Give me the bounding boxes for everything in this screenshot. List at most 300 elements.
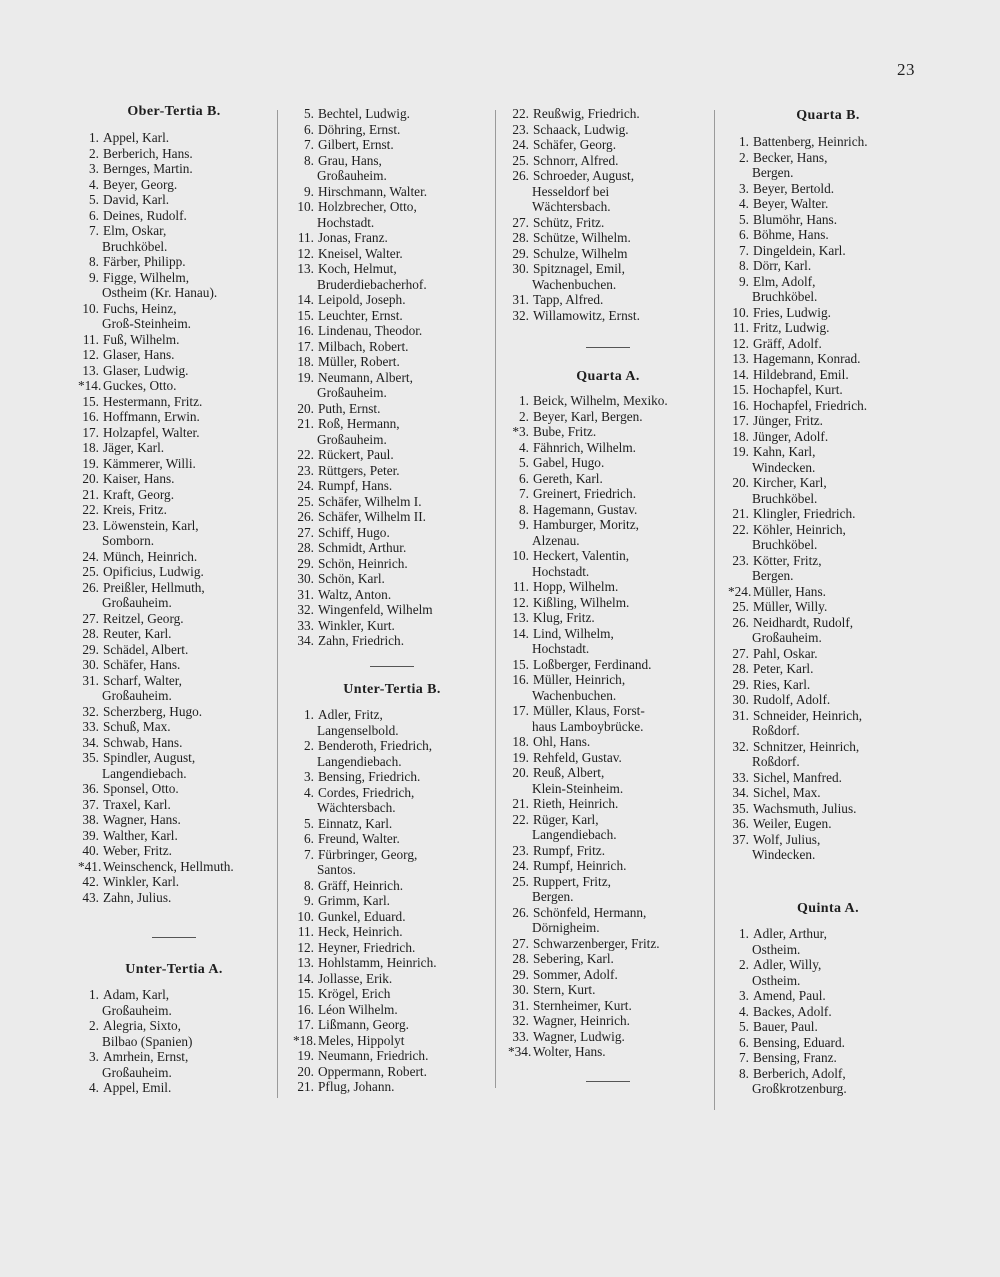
- entry-location: Großauheim.: [102, 1064, 172, 1080]
- entry-name: Neidhardt, Rudolf,: [753, 614, 854, 630]
- entry-number: 3.: [304, 769, 314, 784]
- entry-number: 4.: [89, 1080, 99, 1095]
- column-divider: [495, 110, 496, 1088]
- list-item: [508, 471, 708, 487]
- list-item: [293, 878, 491, 894]
- list-item: [78, 719, 270, 735]
- entry-name: Wachsmuth, Julius.: [753, 800, 857, 816]
- entry-name: Heck, Heinrich.: [318, 924, 403, 939]
- list-item: [728, 320, 928, 336]
- list-item: [728, 444, 928, 475]
- list-item: [78, 611, 270, 627]
- list-item: [78, 223, 270, 254]
- entry-number: 23.: [82, 517, 99, 533]
- entry-number: 4.: [739, 196, 749, 211]
- entry-number: 10.: [297, 908, 314, 924]
- entry-name: Guckes, Otto.: [103, 378, 177, 393]
- entry-name: Wolter, Hans.: [533, 1044, 606, 1059]
- list-item: [78, 394, 270, 410]
- entry-number: 1.: [89, 987, 99, 1002]
- list-item: [78, 843, 270, 859]
- list-item: [728, 398, 928, 414]
- entry-number: 22.: [512, 811, 529, 827]
- entry-number: 12.: [512, 594, 529, 610]
- entry-location: Hochstadt.: [317, 214, 375, 230]
- entry-name: Schäfer, Wilhelm II.: [318, 509, 426, 524]
- entry-name: Fürbringer, Georg,: [318, 846, 418, 862]
- entry-number: 24.: [82, 548, 99, 564]
- list-item: [508, 137, 708, 153]
- entry-number: 37.: [82, 796, 99, 812]
- section-heading: Unter-Tertia B.: [343, 682, 441, 697]
- list-item: [293, 847, 491, 878]
- entry-name: Sponsel, Otto.: [103, 781, 179, 796]
- entry-name: Fähnrich, Wilhelm.: [533, 439, 636, 455]
- entry-name: Dingeldein, Karl.: [753, 242, 846, 258]
- list-item: [728, 274, 928, 305]
- list-item: [508, 261, 708, 292]
- entry-name: Weinschenck, Hellmuth.: [103, 858, 234, 874]
- entry-name: Beyer, Bertold.: [753, 180, 835, 196]
- entry-name: Scherzberg, Hugo.: [103, 703, 203, 719]
- entry-name: Cordes, Friedrich,: [318, 784, 415, 800]
- entry-number: 31.: [732, 707, 749, 723]
- list-item: [78, 828, 270, 844]
- entry-name: Léon Wilhelm.: [318, 1001, 398, 1017]
- list-item: [728, 926, 928, 957]
- entry-name: Hohlstamm, Heinrich.: [318, 955, 437, 970]
- entry-name: Deines, Rudolf.: [103, 207, 187, 223]
- entry-name: Spitznagel, Emil,: [533, 261, 625, 276]
- entry-number: 25.: [297, 493, 314, 509]
- entry-number: 27.: [512, 935, 529, 951]
- entry-name: Adler, Fritz,: [318, 707, 383, 722]
- list-item: [508, 657, 708, 673]
- entry-name: Elm, Oskar,: [103, 223, 167, 238]
- entry-number: 6.: [739, 1034, 749, 1050]
- entry-number: 29.: [82, 641, 99, 657]
- entry-number: 8.: [739, 1065, 749, 1081]
- entry-name: Adler, Arthur,: [753, 926, 827, 941]
- list-item: [508, 765, 708, 796]
- list-item: [78, 657, 270, 673]
- entry-location: Wächtersbach.: [532, 199, 611, 214]
- list-item: [78, 161, 270, 177]
- list-item: [508, 215, 708, 231]
- entry-number: 24.: [297, 478, 314, 493]
- entry-number: 15.: [732, 382, 749, 397]
- entry-number: 12.: [732, 335, 749, 351]
- list-item: [78, 425, 270, 441]
- entry-number: 32.: [512, 307, 529, 323]
- entry-number: *41.: [78, 858, 102, 874]
- entry-number: 6.: [89, 207, 99, 223]
- list-item: [78, 208, 270, 224]
- list-item: [293, 1048, 491, 1064]
- entry-name: Bube, Fritz.: [533, 424, 597, 439]
- entry-number: 8.: [519, 501, 529, 517]
- list-item: [78, 564, 270, 580]
- entry-location: Bruchköbel.: [102, 238, 168, 254]
- entry-location: Großauheim.: [317, 168, 387, 183]
- list-item: [78, 1080, 270, 1096]
- list-item: [728, 1004, 928, 1020]
- entry-location: Ostheim (Kr. Hanau).: [102, 285, 218, 300]
- list-item: [508, 308, 708, 324]
- entry-number: 29.: [297, 555, 314, 571]
- list-item: [293, 122, 491, 138]
- entry-name: Holzbrecher, Otto,: [318, 199, 417, 214]
- entry-name: Rüger, Karl,: [533, 811, 599, 827]
- entry-number: 12.: [297, 939, 314, 955]
- entry-name: Berberich, Hans.: [103, 145, 193, 161]
- entry-name: Schütz, Fritz.: [533, 214, 605, 230]
- entry-name: Leuchter, Ernst.: [318, 307, 403, 323]
- list-item: [508, 230, 708, 246]
- entry-name: Hopp, Wilhelm.: [533, 579, 619, 594]
- entry-number: 6.: [739, 227, 749, 242]
- list-item: [293, 556, 491, 572]
- entry-name: Gabel, Hugo.: [533, 455, 605, 470]
- list-item: [293, 955, 491, 971]
- entry-name: Peter, Karl.: [753, 661, 814, 676]
- entry-number: 35.: [82, 750, 99, 765]
- list-item: [78, 332, 270, 348]
- entry-name: Schwarzenberger, Fritz.: [533, 935, 660, 951]
- entry-name: Heckert, Valentin,: [533, 548, 630, 563]
- entry-number: 22.: [297, 447, 314, 462]
- list-item: [293, 339, 491, 355]
- entry-number: 2.: [519, 408, 529, 424]
- entry-number: 29.: [512, 245, 529, 261]
- section-heading: Quinta A.: [797, 901, 859, 916]
- entry-number: 36.: [732, 816, 749, 831]
- entry-number: 9.: [304, 183, 314, 199]
- list-item: [508, 750, 708, 766]
- entry-number: 6.: [519, 470, 529, 486]
- entry-name: Ohl, Hans.: [533, 734, 591, 749]
- list-item: [728, 522, 928, 553]
- entry-name: Jünger, Adolf.: [753, 428, 829, 444]
- list-item: [293, 618, 491, 634]
- entry-number: 1.: [89, 130, 99, 145]
- list-item: [508, 548, 708, 579]
- entry-name: Löwenstein, Karl,: [103, 517, 199, 533]
- entry-name: Greinert, Friedrich.: [533, 486, 637, 501]
- entry-number: 39.: [82, 827, 99, 843]
- entry-number: 21.: [82, 486, 99, 502]
- list-item: [78, 750, 270, 781]
- entry-number: 9.: [304, 893, 314, 908]
- list-item: [293, 602, 491, 618]
- entry-number: 6.: [304, 831, 314, 846]
- entry-number: 20.: [82, 471, 99, 486]
- list-item: [508, 246, 708, 262]
- entry-number: 3.: [89, 161, 99, 176]
- entry-number: 34.: [732, 785, 749, 800]
- entry-name: Kötter, Fritz,: [753, 552, 822, 568]
- entry-number: 7.: [304, 846, 314, 862]
- entry-name: Lißmann, Georg.: [318, 1017, 409, 1032]
- entry-location: Bruchköbel.: [752, 537, 818, 552]
- list-item: [728, 739, 928, 770]
- list-item: [78, 456, 270, 472]
- entry-number: 17.: [82, 424, 99, 440]
- entry-name: Waltz, Anton.: [318, 586, 392, 602]
- list-item: [728, 816, 928, 832]
- entry-number: 26.: [512, 168, 529, 183]
- entry-name: Adam, Karl,: [103, 987, 170, 1002]
- entry-name: Schön, Karl.: [318, 571, 385, 586]
- entry-number: 18.: [732, 428, 749, 444]
- entry-name: Willamowitz, Ernst.: [533, 307, 640, 323]
- entry-number: 11.: [732, 320, 749, 335]
- entry-name: Neumann, Friedrich.: [318, 1048, 429, 1063]
- entry-number: 30.: [512, 261, 529, 276]
- list-item: [728, 692, 928, 708]
- entry-number: 18.: [297, 354, 314, 369]
- entry-number: 1.: [304, 707, 314, 722]
- list-item: [728, 708, 928, 739]
- entry-name: Müller, Robert.: [318, 354, 400, 369]
- entry-number: 5.: [304, 106, 314, 121]
- entry-name: Schütze, Wilhelm.: [533, 230, 631, 245]
- list-item: [508, 486, 708, 502]
- list-item: [293, 261, 491, 292]
- entry-name: Kneisel, Walter.: [318, 245, 403, 261]
- entry-number: 7.: [89, 223, 99, 238]
- entry-location: Langenselbold.: [317, 722, 399, 738]
- list-item: [78, 874, 270, 890]
- list-item: [728, 212, 928, 228]
- entry-name: Traxel, Karl.: [103, 796, 171, 812]
- entry-name: Schäfer, Hans.: [103, 657, 181, 672]
- list-item: [728, 305, 928, 321]
- entry-name: Wagner, Hans.: [103, 812, 181, 827]
- entry-name: Grimm, Karl.: [318, 893, 391, 908]
- entry-name: Kreis, Fritz.: [103, 502, 167, 517]
- entry-name: Gereth, Karl.: [533, 470, 603, 486]
- entry-location: Großauheim.: [317, 385, 387, 400]
- list-item: [508, 409, 708, 425]
- list-item: [508, 292, 708, 308]
- entry-number: 31.: [512, 997, 529, 1013]
- list-item: [508, 1029, 708, 1045]
- list-item: [78, 254, 270, 270]
- list-item: [508, 951, 708, 967]
- entry-name: Rudolf, Adolf.: [753, 692, 831, 707]
- entry-name: Rumpf, Fritz.: [533, 842, 606, 858]
- entry-name: Spindler, August,: [103, 750, 196, 765]
- list-item: [293, 354, 491, 370]
- entry-name: Färber, Philipp.: [103, 254, 186, 269]
- entry-name: Hagemann, Gustav.: [533, 501, 638, 517]
- page-number: 23: [897, 60, 915, 79]
- list-item: [508, 905, 708, 936]
- entry-name: Hestermann, Fritz.: [103, 393, 203, 409]
- entry-name: Kraft, Georg.: [103, 486, 175, 502]
- list-item: [293, 1017, 491, 1033]
- entry-number: 27.: [512, 214, 529, 230]
- list-item: [728, 801, 928, 817]
- entry-name: Reitzel, Georg.: [103, 610, 184, 626]
- list-item: [728, 770, 928, 786]
- entry-number: 32.: [82, 703, 99, 719]
- entry-name: Becker, Hans,: [753, 149, 828, 165]
- entry-number: 27.: [82, 610, 99, 626]
- list-item: [78, 378, 270, 394]
- entry-name: Benderoth, Friedrich,: [318, 738, 433, 753]
- list-item: [508, 672, 708, 703]
- entry-number: 30.: [82, 657, 99, 672]
- list-item: [728, 646, 928, 662]
- list-item: [508, 703, 708, 734]
- entry-name: Appel, Karl.: [103, 130, 170, 145]
- entry-name: Sichel, Manfred.: [753, 769, 842, 785]
- entry-number: 2.: [89, 1018, 99, 1033]
- entry-number: 10.: [82, 300, 99, 316]
- entry-name: Rüttgers, Peter.: [318, 462, 400, 478]
- entry-number: 15.: [297, 307, 314, 323]
- list-item: [293, 509, 491, 525]
- entry-number: 8.: [739, 258, 749, 273]
- entry-number: 16.: [82, 409, 99, 424]
- entry-number: 34.: [297, 633, 314, 648]
- entry-number: 30.: [297, 571, 314, 586]
- list-item: [293, 893, 491, 909]
- entry-number: 18.: [82, 440, 99, 455]
- entry-number: 13.: [732, 351, 749, 366]
- list-item: [728, 584, 928, 600]
- entry-location: Großauheim.: [752, 630, 822, 645]
- list-item: [78, 177, 270, 193]
- entry-number: 38.: [82, 812, 99, 827]
- entry-location: Bergen.: [752, 165, 794, 180]
- entry-number: 15.: [512, 656, 529, 672]
- section-separator: [152, 937, 196, 938]
- entry-name: Schroeder, August,: [533, 168, 635, 183]
- entry-number: 19.: [82, 455, 99, 471]
- entry-name: Gilbert, Ernst.: [318, 137, 394, 152]
- entry-name: Schwab, Hans.: [103, 734, 183, 750]
- list-item: [78, 130, 270, 146]
- entry-number: 10.: [512, 548, 529, 563]
- entry-location: Hochstadt.: [532, 563, 590, 579]
- entry-number: 2.: [739, 957, 749, 972]
- entry-name: Zahn, Julius.: [103, 889, 172, 905]
- column-divider: [714, 110, 715, 1110]
- entry-name: Hamburger, Moritz,: [533, 517, 639, 532]
- section-heading: Quarta A.: [576, 369, 640, 384]
- list-item: [508, 610, 708, 626]
- list-item: [78, 549, 270, 565]
- entry-location: Großauheim.: [102, 688, 172, 703]
- entry-name: Hochapfel, Kurt.: [753, 382, 843, 397]
- entry-name: Sebering, Karl.: [533, 951, 614, 966]
- entry-location: Großkrotzenburg.: [752, 1081, 847, 1096]
- entry-number: 33.: [297, 617, 314, 633]
- entry-number: 17.: [512, 703, 529, 718]
- entry-number: 5.: [739, 1019, 749, 1034]
- entry-name: Schaack, Ludwig.: [533, 121, 629, 137]
- list-item: [293, 785, 491, 816]
- entry-name: Reuß, Albert,: [533, 765, 605, 780]
- list-item: [293, 986, 491, 1002]
- list-item: [728, 1050, 928, 1066]
- list-item: [508, 812, 708, 843]
- entry-number: 21.: [297, 1079, 314, 1094]
- entry-location: Wachenbuchen.: [532, 687, 617, 703]
- list-item: [293, 447, 491, 463]
- entry-number: 17.: [297, 1017, 314, 1032]
- entry-name: Tapp, Alfred.: [533, 292, 604, 307]
- list-item: [293, 463, 491, 479]
- entry-name: Schäfer, Georg.: [533, 137, 617, 152]
- entry-name: Müller, Klaus, Forst-: [533, 703, 645, 718]
- entry-name: Koch, Helmut,: [318, 261, 397, 276]
- entry-location: Santos.: [317, 862, 356, 877]
- entry-name: Adler, Willy,: [753, 957, 822, 972]
- entry-number: 33.: [732, 769, 749, 785]
- entry-name: Glaser, Hans.: [103, 347, 175, 362]
- list-item: [78, 471, 270, 487]
- entry-name: Fritz, Ludwig.: [753, 320, 830, 335]
- list-item: [293, 769, 491, 785]
- entry-name: Fries, Ludwig.: [753, 304, 831, 320]
- list-item: [78, 270, 270, 301]
- entry-number: 25.: [512, 152, 529, 168]
- entry-number: 5.: [89, 192, 99, 207]
- entry-name: Figge, Wilhelm,: [103, 269, 190, 285]
- list-item: [728, 785, 928, 801]
- list-item: [293, 540, 491, 556]
- list-item: [293, 816, 491, 832]
- entry-number: 33.: [512, 1028, 529, 1044]
- entry-number: 19.: [297, 369, 314, 385]
- entry-name: Schneider, Heinrich,: [753, 707, 863, 723]
- list-item: [293, 401, 491, 417]
- list-item: [293, 940, 491, 956]
- entry-location: Roßdorf.: [752, 723, 800, 738]
- entry-number: 19.: [297, 1048, 314, 1063]
- entry-name: Schulze, Wilhelm: [533, 245, 628, 261]
- list-item: [728, 134, 928, 150]
- entry-name: Puth, Ernst.: [318, 400, 381, 416]
- entry-number: 28.: [82, 626, 99, 641]
- entry-number: 35.: [732, 800, 749, 816]
- entry-number: 28.: [512, 230, 529, 245]
- list-item: [728, 1019, 928, 1035]
- list-item: [508, 424, 708, 440]
- list-item: [508, 936, 708, 952]
- entry-number: 16.: [732, 397, 749, 413]
- entry-name: Gräff, Heinrich.: [318, 877, 404, 893]
- list-item: [728, 475, 928, 506]
- list-item: [78, 987, 270, 1018]
- entry-name: Schönfeld, Hermann,: [533, 904, 647, 920]
- entry-number: 27.: [732, 645, 749, 661]
- list-item: [293, 587, 491, 603]
- list-item: [293, 924, 491, 940]
- section-separator: [370, 666, 414, 667]
- entry-location: Dörnigheim.: [532, 920, 600, 935]
- entry-number: 24.: [512, 858, 529, 873]
- list-item: [728, 382, 928, 398]
- entry-name: Reußwig, Friedrich.: [533, 106, 640, 121]
- list-item: [728, 506, 928, 522]
- entry-number: 3.: [739, 180, 749, 196]
- list-item: [508, 843, 708, 859]
